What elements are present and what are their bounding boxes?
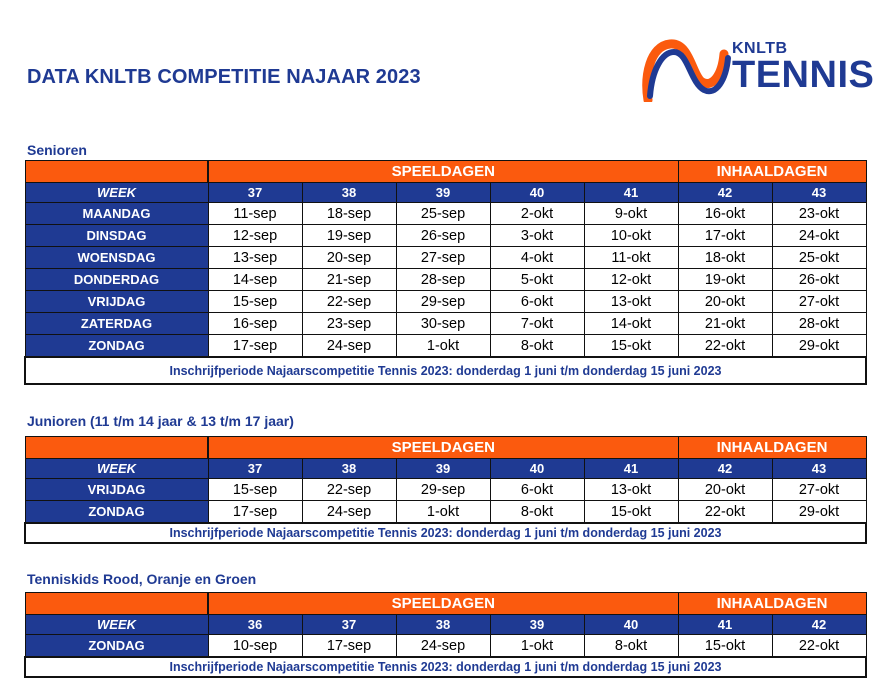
week-number: 39 <box>396 183 490 203</box>
date-cell: 20-okt <box>678 291 772 313</box>
table-row <box>25 247 866 269</box>
date-cell: 30-sep <box>396 313 490 335</box>
date-cell: 15-okt <box>584 501 678 524</box>
header-blank <box>25 161 208 183</box>
date-cell: 4-okt <box>490 247 584 269</box>
day-label: VRIJDAG <box>25 479 208 501</box>
week-number: 39 <box>490 615 584 635</box>
week-number: 38 <box>302 183 396 203</box>
date-cell: 1-okt <box>396 501 490 524</box>
week-row <box>25 183 866 203</box>
date-cell: 14-sep <box>208 269 302 291</box>
table-row <box>25 501 866 524</box>
table-row <box>25 291 866 313</box>
date-cell: 27-okt <box>772 479 866 501</box>
day-label: ZONDAG <box>25 335 208 358</box>
page-title: DATA KNLTB COMPETITIE NAJAAR 2023 <box>27 66 421 88</box>
table-row <box>25 635 866 658</box>
date-cell: 27-sep <box>396 247 490 269</box>
week-number: 41 <box>584 459 678 479</box>
date-cell: 19-okt <box>678 269 772 291</box>
week-row <box>25 459 866 479</box>
date-cell: 29-okt <box>772 501 866 524</box>
week-number: 37 <box>302 615 396 635</box>
header-blank <box>25 593 208 615</box>
table-row <box>25 479 866 501</box>
knltb-tennis-logo <box>640 36 875 102</box>
week-number: 42 <box>772 615 866 635</box>
table-row <box>25 335 866 358</box>
day-label: DONDERDAG <box>25 269 208 291</box>
speeldagen-header: SPEELDAGEN <box>208 593 678 615</box>
day-label: VRIJDAG <box>25 291 208 313</box>
date-cell: 5-okt <box>490 269 584 291</box>
registration-text: Inschrijfperiode Najaarscompetitie Tennis 2023: donderdag 1 juni t/m donderdag 15 juni 2023 <box>25 357 866 384</box>
date-cell: 6-okt <box>490 291 584 313</box>
inhaaldagen-header: INHAALDAGEN <box>678 437 866 459</box>
date-cell: 15-sep <box>208 291 302 313</box>
week-label: WEEK <box>25 459 208 479</box>
date-cell: 9-okt <box>584 203 678 225</box>
date-cell: 8-okt <box>584 635 678 658</box>
week-number: 43 <box>772 459 866 479</box>
table-row <box>25 269 866 291</box>
week-row <box>25 615 866 635</box>
date-cell: 23-sep <box>302 313 396 335</box>
table-row <box>25 225 866 247</box>
week-number: 40 <box>584 615 678 635</box>
day-label: ZONDAG <box>25 501 208 524</box>
date-cell: 18-sep <box>302 203 396 225</box>
schedule-table-tenniskids <box>24 592 867 678</box>
registration-row <box>25 657 866 677</box>
week-number: 42 <box>678 459 772 479</box>
date-cell: 11-okt <box>584 247 678 269</box>
date-cell: 22-sep <box>302 479 396 501</box>
day-label: ZATERDAG <box>25 313 208 335</box>
date-cell: 21-okt <box>678 313 772 335</box>
week-number: 37 <box>208 183 302 203</box>
date-cell: 8-okt <box>490 335 584 358</box>
date-cell: 20-sep <box>302 247 396 269</box>
date-cell: 17-okt <box>678 225 772 247</box>
date-cell: 7-okt <box>490 313 584 335</box>
schedule-table-senioren <box>24 160 867 385</box>
date-cell: 12-sep <box>208 225 302 247</box>
date-cell: 28-okt <box>772 313 866 335</box>
logo-tennis-text: TENNIS <box>732 54 875 96</box>
date-cell: 13-okt <box>584 479 678 501</box>
registration-text: Inschrijfperiode Najaarscompetitie Tennis 2023: donderdag 1 juni t/m donderdag 15 juni 2023 <box>25 523 866 543</box>
date-cell: 22-okt <box>678 501 772 524</box>
date-cell: 24-sep <box>302 335 396 358</box>
week-label: WEEK <box>25 183 208 203</box>
week-number: 40 <box>490 459 584 479</box>
speeldagen-header: SPEELDAGEN <box>208 161 678 183</box>
tennis-swoosh-icon <box>640 36 732 102</box>
date-cell: 11-sep <box>208 203 302 225</box>
date-cell: 15-sep <box>208 479 302 501</box>
week-number: 40 <box>490 183 584 203</box>
date-cell: 21-sep <box>302 269 396 291</box>
day-label: MAANDAG <box>25 203 208 225</box>
date-cell: 1-okt <box>490 635 584 658</box>
date-cell: 22-okt <box>678 335 772 358</box>
section-title-junioren: Junioren (11 t/m 14 jaar & 13 t/m 17 jaar) <box>27 413 294 429</box>
date-cell: 19-sep <box>302 225 396 247</box>
registration-row <box>25 357 866 384</box>
date-cell: 22-okt <box>772 635 866 658</box>
date-cell: 12-okt <box>584 269 678 291</box>
date-cell: 25-okt <box>772 247 866 269</box>
date-cell: 24-sep <box>302 501 396 524</box>
date-cell: 23-okt <box>772 203 866 225</box>
date-cell: 24-okt <box>772 225 866 247</box>
week-number: 43 <box>772 183 866 203</box>
section-title-senioren: Senioren <box>27 142 87 158</box>
week-number: 39 <box>396 459 490 479</box>
date-cell: 15-okt <box>678 635 772 658</box>
header-row <box>25 593 866 615</box>
table-row <box>25 313 866 335</box>
date-cell: 28-sep <box>396 269 490 291</box>
registration-text: Inschrijfperiode Najaarscompetitie Tennis 2023: donderdag 1 juni t/m donderdag 15 juni 2023 <box>25 657 866 677</box>
date-cell: 17-sep <box>208 335 302 358</box>
date-cell: 13-okt <box>584 291 678 313</box>
date-cell: 3-okt <box>490 225 584 247</box>
date-cell: 2-okt <box>490 203 584 225</box>
week-number: 37 <box>208 459 302 479</box>
date-cell: 29-okt <box>772 335 866 358</box>
date-cell: 10-sep <box>208 635 302 658</box>
week-number: 38 <box>396 615 490 635</box>
inhaaldagen-header: INHAALDAGEN <box>678 593 866 615</box>
day-label: ZONDAG <box>25 635 208 658</box>
date-cell: 26-sep <box>396 225 490 247</box>
date-cell: 26-okt <box>772 269 866 291</box>
date-cell: 29-sep <box>396 479 490 501</box>
week-number: 38 <box>302 459 396 479</box>
date-cell: 27-okt <box>772 291 866 313</box>
date-cell: 13-sep <box>208 247 302 269</box>
week-number: 36 <box>208 615 302 635</box>
date-cell: 24-sep <box>396 635 490 658</box>
speeldagen-header: SPEELDAGEN <box>208 437 678 459</box>
day-label: WOENSDAG <box>25 247 208 269</box>
date-cell: 1-okt <box>396 335 490 358</box>
logo-knltb-text: KNLTB <box>732 40 788 57</box>
table-row <box>25 203 866 225</box>
date-cell: 17-sep <box>302 635 396 658</box>
week-number: 42 <box>678 183 772 203</box>
date-cell: 10-okt <box>584 225 678 247</box>
inhaaldagen-header: INHAALDAGEN <box>678 161 866 183</box>
header-blank <box>25 437 208 459</box>
date-cell: 17-sep <box>208 501 302 524</box>
date-cell: 18-okt <box>678 247 772 269</box>
date-cell: 22-sep <box>302 291 396 313</box>
date-cell: 16-okt <box>678 203 772 225</box>
date-cell: 16-sep <box>208 313 302 335</box>
date-cell: 25-sep <box>396 203 490 225</box>
schedule-table-junioren <box>24 436 867 544</box>
date-cell: 8-okt <box>490 501 584 524</box>
week-number: 41 <box>584 183 678 203</box>
week-label: WEEK <box>25 615 208 635</box>
date-cell: 6-okt <box>490 479 584 501</box>
section-title-tenniskids: Tenniskids Rood, Oranje en Groen <box>27 571 257 587</box>
date-cell: 29-sep <box>396 291 490 313</box>
header-row <box>25 437 866 459</box>
registration-row <box>25 523 866 543</box>
date-cell: 20-okt <box>678 479 772 501</box>
day-label: DINSDAG <box>25 225 208 247</box>
date-cell: 15-okt <box>584 335 678 358</box>
date-cell: 14-okt <box>584 313 678 335</box>
header-row <box>25 161 866 183</box>
week-number: 41 <box>678 615 772 635</box>
